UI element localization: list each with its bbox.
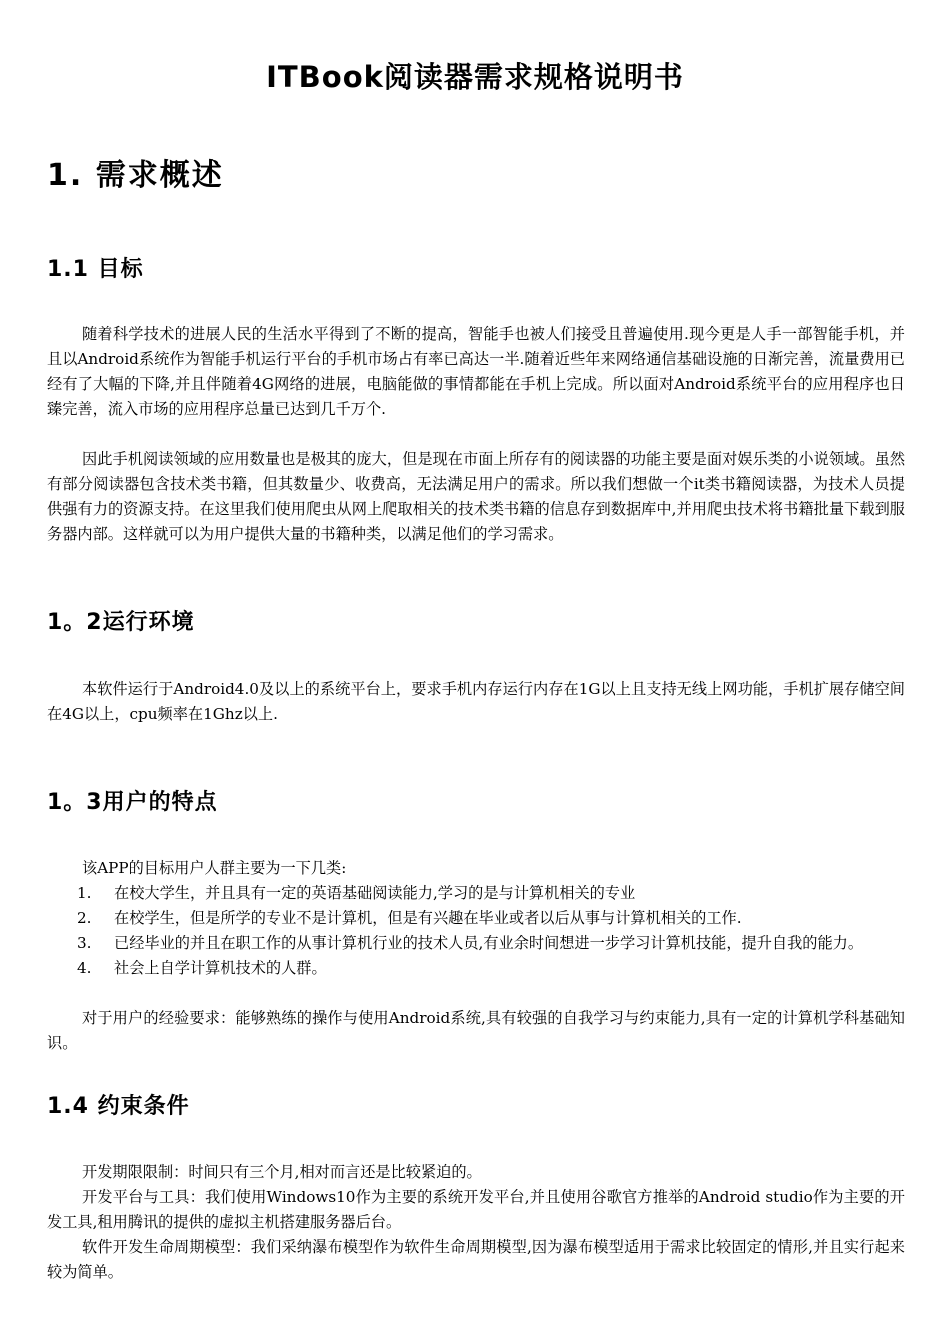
subsection-heading-constraints: 1.4 约束条件 [47,1094,190,1119]
list-item-number: 3. [77,934,92,952]
subsection-heading-users: 1。3用户的特点 [47,790,218,815]
subsection-heading-environment: 1。2运行环境 [47,610,195,635]
document-title: ITBook阅读器需求规格说明书 [266,60,684,94]
list-item [47,906,905,931]
list-item-text: 社会上自学计算机技术的人群。 [114,959,327,977]
constraints-paragraph-2: 开发平台与工具：我们使用Windows10作为主要的系统开发平台,并且使用谷歌官方推举的Android studio作为主要的开发工具,租用腾讯的提供的虚拟主机搭建服务器后台。 [47,1188,905,1231]
users-outro: 对于用户的经验要求：能够熟练的操作与使用Android系统,具有较强的自我学习与约束能力,具有一定的计算机学科基础知识。 [47,1009,905,1052]
constraints-paragraph-1: 开发期限限制：时间只有三个月,相对而言还是比较紧迫的。 [82,1163,482,1181]
list-item-text: 在校大学生，并且具有一定的英语基础阅读能力,学习的是与计算机相关的专业 [114,884,636,902]
list-item-text: 已经毕业的并且在职工作的从事计算机行业的技术人员,有业余时间想进一步学习计算机技能，提升自我的能力。 [114,934,864,952]
list-item-number: 1. [77,884,92,902]
users-list [47,881,905,981]
list-item-number: 2. [77,909,92,927]
list-item [47,956,905,981]
list-item-text: 在校学生，但是所学的专业不是计算机，但是有兴趣在毕业或者以后从事与计算机相关的工作. [114,909,742,927]
constraints-paragraph-3: 软件开发生命周期模型：我们采纳瀑布模型作为软件生命周期模型,因为瀑布模型适用于需求比较固定的情形,并且实行起来较为简单。 [47,1238,905,1281]
goal-paragraph-1: 随着科学技术的进展人民的生活水平得到了不断的提高，智能手也被人们接受且普遍使用.现今更是人手一部智能手机，并且以Android系统作为智能手机运行平台的手机市场占有率已高达一半.随着近些年来网络通信基础设施的日渐完善，流量费用已经有了大幅的下降,并且伴随着4G网络的进展，电脑能做的事情都能在手机上完成。所以面对Android系统平台的应用程序也日臻完善，流入市场的应用程序总量已达到几千万个. [47,325,905,418]
users-intro: 该APP的目标用户人群主要为一下几类: [82,859,347,877]
environment-paragraph: 本软件运行于Android4.0及以上的系统平台上，要求手机内存运行内存在1G以上且支持无线上网功能，手机扩展存储空间在4G以上，cpu频率在1Ghz以上. [47,680,905,723]
goal-paragraph-2: 因此手机阅读领域的应用数量也是极其的庞大，但是现在市面上所存有的阅读器的功能主要是面对娱乐类的小说领域。虽然有部分阅读器包含技术类书籍，但其数量少、收费高，无法满足用户的需求。所以我们想做一个it类书籍阅读器，为技术人员提供强有力的资源支持。在这里我们使用爬虫从网上爬取相关的技术类书籍的信息存到数据库中,并用爬虫技术将书籍批量下载到服务器内部。这样就可以为用户提供大量的书籍种类，以满足他们的学习需求。 [47,450,905,543]
list-item [47,931,905,956]
subsection-heading-goal: 1.1 目标 [47,257,144,282]
list-item [47,881,905,906]
list-item-number: 4. [77,959,92,977]
section-heading-1: 1. 需求概述 [47,158,224,193]
